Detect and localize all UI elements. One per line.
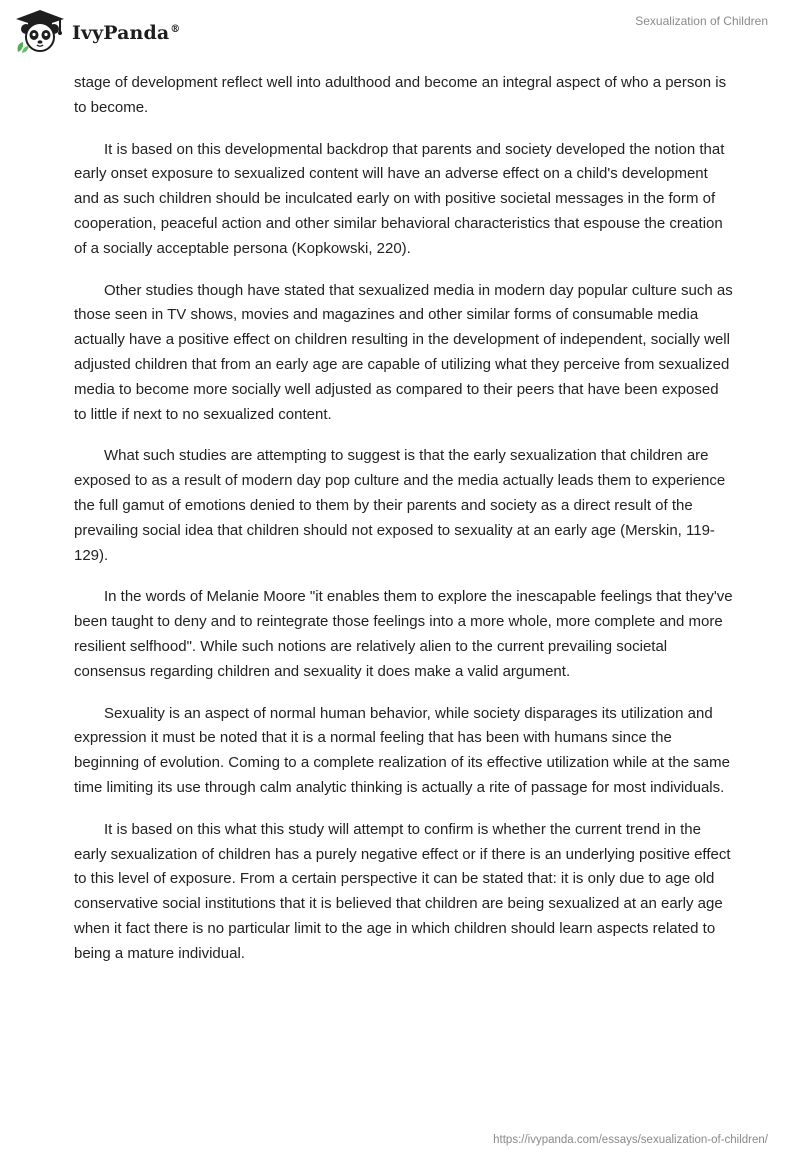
brand-name: IvyPanda® (72, 22, 181, 44)
paragraph: In the words of Melanie Moore "it enables them to explore the inescapable feelings that they've been taught to deny and to reintegrate those feelings into a more whole, more complete and more resilient selfhood". While such notions are relatively alien to the current prevailing societal consensus regarding children and sexuality it does make a valid argument. (74, 588, 733, 680)
registered-mark: ® (170, 23, 181, 35)
paragraph: Other studies though have stated that sexualized media in modern day popular culture such as those seen in TV shows, movies and magazines and other similar forms of consumable media actually have a positive effect on children resulting in the development of independent, socially well adjusted children that from an early age are capable of utilizing what they perceive from sexualized media to become more socially well adjusted as compared to their peers that have been exposed to little if next to no sexualized content. (74, 281, 733, 423)
paragraph: stage of development reflect well into adulthood and become an integral aspect of who a person is to become. (74, 74, 727, 116)
paragraph: What such studies are attempting to suggest is that the early sexualization that children are exposed to as a result of modern day pop culture and the media actually leads them to experience the full gamut of emotions denied to them by their parents and society as a direct result of the prevailing social idea that children should not exposed to sexuality at an early age (Merskin, 119-129). (74, 447, 726, 564)
brand-logo[interactable] (14, 8, 180, 54)
paragraph: Sexuality is an aspect of normal human behavior, while society disparages its utilization and expression it must be noted that it is a normal feeling that has been with humans since the beginning of evolution. Coming to a complete realization of its effective utilization while at the same time limiting its use through calm analytic thinking is actually a rite of passage for most individuals. (74, 704, 730, 796)
essay-body (74, 71, 734, 984)
page-header (0, 0, 800, 62)
document-title: Sexualization of Children (635, 14, 768, 28)
panda-graduate-icon (14, 8, 66, 54)
paragraph: It is based on this developmental backdrop that parents and society developed the notion that early onset exposure to sexualized content will have an adverse effect on a child's development and as such children should be inculcated early on with positive societal messages in the form of cooperation, peaceful action and other similar behavioral characteristics that espouse the creation of a socially acceptable persona (Kopkowski, 220). (74, 140, 725, 257)
paragraph: It is based on this what this study will attempt to confirm is whether the current trend in the early sexualization of children has a purely negative effect or if there is an underlying positive effect to this level of exposure. From a certain perspective it can be stated that: it is only due to age old conservative social institutions that it is believed that children are being sexualized at an early age when it fact there is no particular limit to the age in which children should learn aspects related to being a mature individual. (74, 820, 731, 962)
source-url[interactable]: https://ivypanda.com/essays/sexualization-of-children/ (493, 1134, 768, 1146)
